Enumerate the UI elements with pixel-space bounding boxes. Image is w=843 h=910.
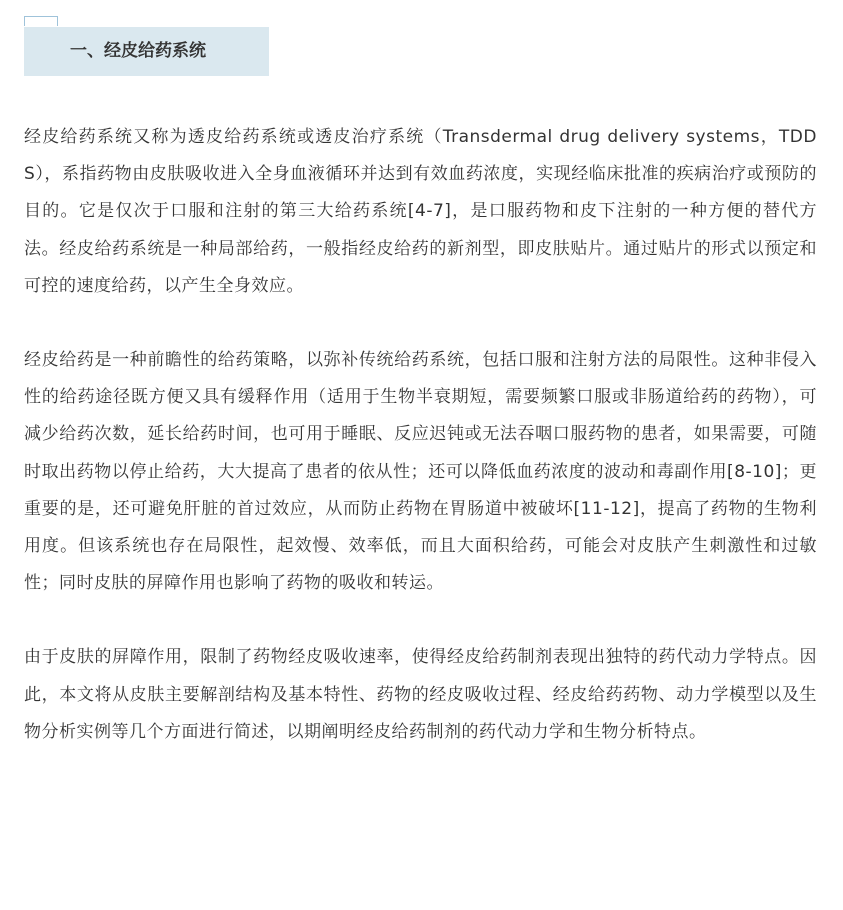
paragraph-advantages-limitations: 经皮给药是一种前瞻性的给药策略，以弥补传统给药系统，包括口服和注射方法的局限性。这种非侵入性的给药途径既方便又具有缓释作用（适用于生物半衰期短，需要频繁口服或非肠道给药的药物），可减少给药次数，延长给药时间，也可用于睡眠、反应迟钝或无法吞咽口服药物的患者，如果需要，可随时取出药物以停止给药，大大提高了患者的依从性；还可以降低血药浓度的波动和毒副作用[8-10]；更重要的是，还可避免肝脏的首过效应，从而防止药物在胃肠道中被破坏[11-12]，提高了药物的生物利用度。但该系统也存在局限性，起效慢、效率低，而且大面积给药，可能会对皮肤产生刺激性和过敏性；同时皮肤的屏障作用也影响了药物的吸收和转运。 [24, 350, 817, 594]
section-heading-title: 一、经皮给药系统 [24, 27, 269, 76]
heading-corner-decoration [24, 16, 58, 26]
paragraph-article-scope: 由于皮肤的屏障作用，限制了药物经皮吸收速率，使得经皮给药制剂表现出独特的药代动力学特点。因此，本文将从皮肤主要解剖结构及基本特性、药物的经皮吸收过程、经皮给药药物、动力学模型以及生物分析实例等几个方面进行简述，以期阐明经皮给药制剂的药代动力学和生物分析特点。 [24, 647, 817, 742]
article-body [24, 119, 817, 751]
paragraph-tdds-definition: 经皮给药系统又称为透皮给药系统或透皮治疗系统（Transdermal drug delivery systems，TDDS），系指药物由皮肤吸收进入全身血液循环并达到有效血药浓度，实现经临床批准的疾病治疗或预防的目的。它是仅次于口服和注射的第三大给药系统[4-7]，是口服药物和皮下注射的一种方便的替代方法。经皮给药系统是一种局部给药，一般指经皮给药的新剂型，即皮肤贴片。通过贴片的形式以预定和可控的速度给药，以产生全身效应。 [24, 127, 817, 296]
